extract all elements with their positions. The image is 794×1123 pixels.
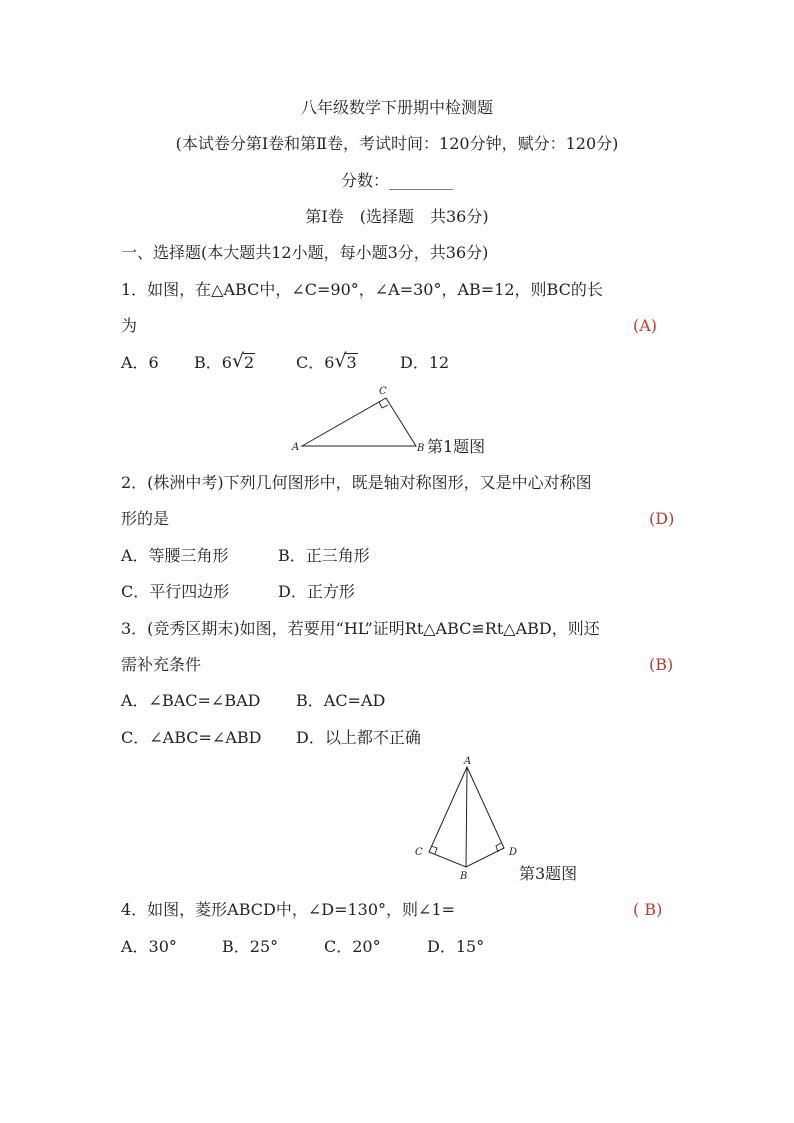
question-2-option-d: D．正方形	[278, 582, 355, 601]
question-3-option-d: D．以上都不正确	[296, 728, 421, 747]
vertex-label-b: B	[417, 443, 425, 454]
vertex-label-a: A	[464, 756, 472, 767]
option-c-radicand: 3	[346, 353, 357, 372]
page-title: 八年级数学下册期中检测题	[300, 98, 493, 117]
vertex-label-d: D	[509, 847, 518, 858]
score-line: 分数：________	[340, 171, 453, 190]
question-1-answer: (A)	[633, 316, 658, 335]
question-3-option-b: B．AC=AD	[296, 691, 386, 710]
question-1-option-a: A．6	[121, 353, 159, 372]
vertex-label-c: C	[415, 847, 423, 858]
question-2-option-a: A．等腰三角形	[121, 546, 229, 565]
triangle-abc	[302, 398, 416, 446]
option-c-coefficient: C．6	[296, 353, 335, 372]
question-4-option-a: A．30°	[121, 937, 177, 956]
right-angle-mark-c	[379, 402, 388, 408]
question-4-option-c: C．20°	[324, 937, 381, 956]
segment-ab	[466, 767, 467, 867]
question-2-option-c: C．平行四边形	[121, 582, 230, 601]
question-4-option-d: D．15°	[427, 937, 485, 956]
question-2-option-b: B．正三角形	[278, 546, 370, 565]
question-1-text-line2: 为	[121, 316, 138, 335]
exam-info: (本试卷分第Ⅰ卷和第Ⅱ卷，考试时间：120分钟，赋分：120分)	[175, 134, 619, 153]
question-2-answer: (D)	[649, 509, 675, 528]
question-3-figure-caption: 第3题图	[519, 864, 578, 883]
vertex-label-a: A	[292, 442, 300, 453]
question-4-option-b: B．25°	[222, 937, 279, 956]
vertex-label-c: C	[379, 386, 387, 397]
section-heading: 一、选择题(本大题共12小题，每小题3分，共36分)	[121, 243, 489, 262]
question-3-text-line2: 需补充条件	[121, 655, 202, 674]
question-2-text-line1: 2．(株洲中考)下列几何图形中，既是轴对称图形，又是中心对称图	[121, 473, 592, 492]
question-1-option-b	[194, 352, 255, 374]
sqrt-symbol: √ 3	[334, 350, 357, 372]
question-1-option-c	[296, 352, 358, 374]
question-3-option-a: A．∠BAC=∠BAD	[121, 691, 261, 710]
option-b-coefficient: B．6	[194, 353, 232, 372]
sqrt-symbol: √ 2	[231, 350, 255, 372]
question-2-text-line2: 形的是	[121, 509, 170, 528]
option-b-radicand: 2	[243, 353, 255, 372]
vertex-label-b: B	[460, 871, 468, 882]
part-title: 第Ⅰ卷 (选择题 共36分)	[305, 207, 489, 226]
question-1-figure	[290, 384, 430, 454]
question-1-option-d: D．12	[400, 353, 450, 372]
question-4-text-line1: 4．如图，菱形ABCD中，∠D=130°，则∠1=	[121, 900, 456, 919]
question-3-answer: (B)	[649, 655, 674, 674]
question-4-answer: ( B)	[633, 900, 663, 919]
question-1-figure-caption: 第1题图	[427, 437, 486, 456]
question-3-figure	[410, 755, 525, 885]
question-1-text-line1: 1．如图，在△ABC中，∠C=90°，∠A=30°，AB=12，则BC的长	[121, 280, 603, 299]
question-3-option-c: C．∠ABC=∠ABD	[121, 728, 262, 747]
question-3-text-line1: 3．(竞秀区期末)如图，若要用“HL”证明Rt△ABC≌Rt△ABD，则还	[121, 619, 600, 638]
